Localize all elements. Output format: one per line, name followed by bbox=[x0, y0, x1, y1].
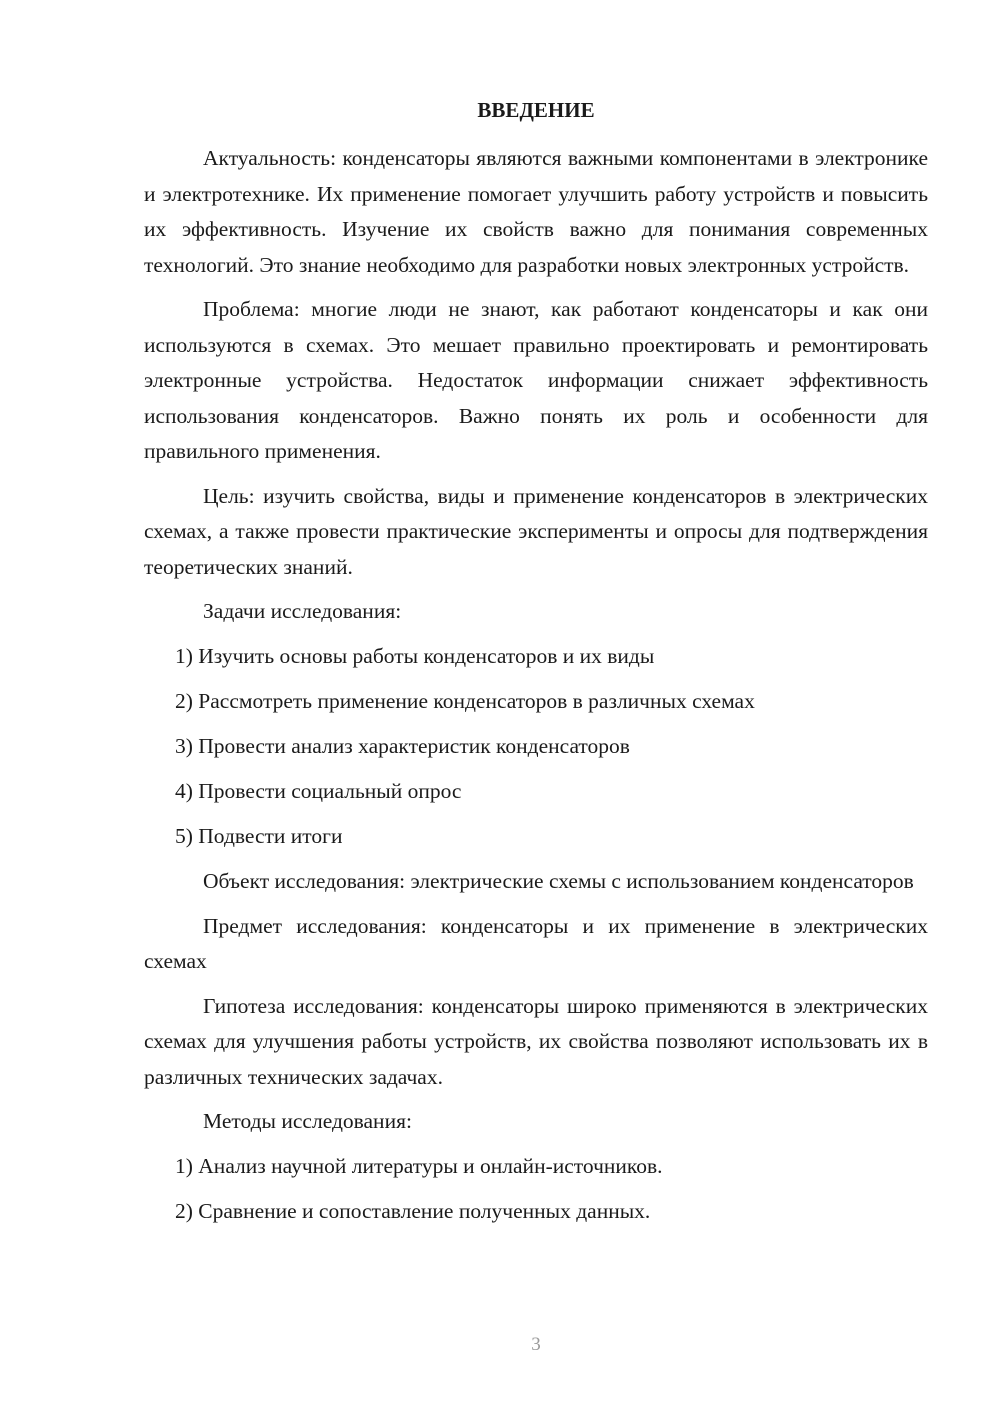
list-item: 5) Подвести итоги bbox=[175, 824, 343, 848]
methods-list bbox=[144, 1149, 928, 1230]
subject-paragraph: Предмет исследования: конденсаторы и их применение в электрических схемах bbox=[144, 913, 928, 973]
relevance-paragraph: Актуальность: конденсаторы являются важными компонентами в электронике и электротехнике. Их применение помогает улучшить работу устройств и повысить их эффективность. Изучение их свойств важно для понимания современных технологий. Это знание необходимо для разработки новых электронных устройств. bbox=[144, 146, 928, 277]
list-item: 4) Провести социальный опрос bbox=[175, 779, 462, 803]
object-paragraph: Объект исследования: электрические схемы с использованием конденсаторов bbox=[203, 869, 914, 893]
page-number: 3 bbox=[531, 1334, 541, 1355]
list-item: 2) Сравнение и сопоставление полученных данных. bbox=[175, 1199, 651, 1223]
list-item: 1) Анализ научной литературы и онлайн-источников. bbox=[175, 1154, 663, 1178]
list-item: 1) Изучить основы работы конденсаторов и их виды bbox=[175, 644, 655, 668]
tasks-heading: Задачи исследования: bbox=[203, 599, 402, 623]
problem-paragraph: Проблема: многие люди не знают, как работают конденсаторы и как они используются в схемах. Это мешает правильно проектировать и ремонтировать электронные устройства. Недостаток информации снижает эффективность использования конденсаторов. Важно понять их роль и особенности для правильного применения. bbox=[144, 297, 928, 463]
methods-heading: Методы исследования: bbox=[203, 1109, 412, 1133]
list-item: 3) Провести анализ характеристик конденсаторов bbox=[175, 734, 630, 758]
page-title: ВВЕДЕНИЕ bbox=[477, 98, 595, 122]
list-item: 2) Рассмотреть применение конденсаторов в различных схемах bbox=[175, 689, 755, 713]
goal-paragraph: Цель: изучить свойства, виды и применение конденсаторов в электрических схемах, а также провести практические эксперименты и опросы для подтверждения теоретических знаний. bbox=[144, 483, 928, 579]
tasks-list bbox=[144, 639, 928, 855]
document-body bbox=[144, 141, 928, 1230]
hypothesis-paragraph: Гипотеза исследования: конденсаторы широко применяются в электрических схемах для улучшения работы устройств, их свойства позволяют использовать их в различных технических задачах. bbox=[144, 993, 928, 1089]
